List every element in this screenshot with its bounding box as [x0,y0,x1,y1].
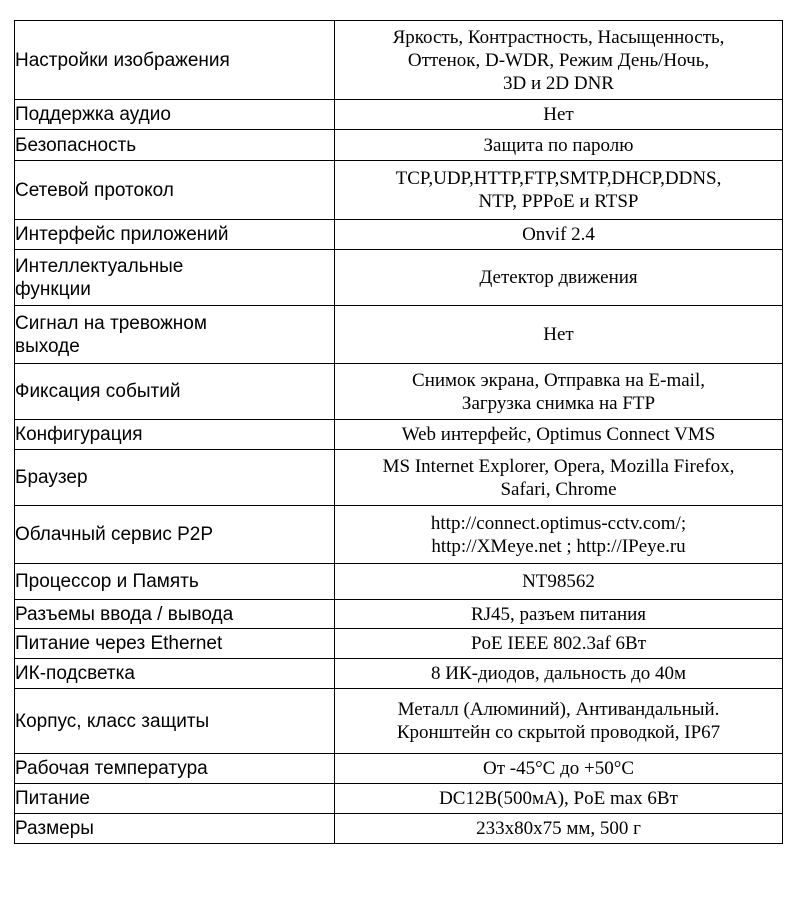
table-row [15,754,783,784]
table-row [15,600,783,629]
table-row [15,364,783,420]
spec-label: Сигнал на тревожном выходе [15,306,335,364]
spec-table [14,20,783,844]
spec-value: http://connect.optimus-cctv.com/; http://XMeye.net ; http://IPeye.ru [335,506,783,564]
table-row [15,689,783,754]
spec-label: Безопасность [15,130,335,161]
spec-value: Снимок экрана, Отправка на E-mail, Загрузка снимка на FTP [335,364,783,420]
spec-label: ИК-подсветка [15,659,335,689]
spec-value: 233х80х75 мм, 500 г [335,814,783,844]
spec-value: NT98562 [335,564,783,600]
spec-value: 8 ИК-диодов, дальность до 40м [335,659,783,689]
spec-label: Поддержка аудио [15,100,335,130]
spec-label: Интеллектуальные функции [15,250,335,306]
spec-value: Нет [335,306,783,364]
table-row [15,420,783,450]
spec-label: Питание через Ethernet [15,629,335,659]
table-row [15,450,783,506]
spec-value: Нет [335,100,783,130]
spec-label: Браузер [15,450,335,506]
spec-value: Защита по паролю [335,130,783,161]
spec-label: Облачный сервис P2P [15,506,335,564]
table-row [15,220,783,250]
table-row [15,130,783,161]
spec-label: Настройки изображения [15,21,335,100]
spec-value: DC12В(500мА), PoE max 6Вт [335,784,783,814]
table-row [15,250,783,306]
spec-label: Сетевой протокол [15,161,335,220]
spec-value: RJ45, разъем питания [335,600,783,629]
spec-value: От -45°C до +50°C [335,754,783,784]
table-row [15,21,783,100]
spec-label: Разъемы ввода / вывода [15,600,335,629]
table-row [15,506,783,564]
table-row [15,629,783,659]
spec-label: Питание [15,784,335,814]
spec-label: Рабочая температура [15,754,335,784]
spec-label: Корпус, класс защиты [15,689,335,754]
spec-label: Размеры [15,814,335,844]
table-row [15,659,783,689]
spec-value: TCP,UDP,HTTP,FTP,SMTP,DHCP,DDNS, NTP, PPPoE и RTSP [335,161,783,220]
spec-value: Детектор движения [335,250,783,306]
table-row [15,564,783,600]
table-row [15,100,783,130]
spec-table-body [15,21,783,844]
spec-label: Процессор и Память [15,564,335,600]
spec-value: Металл (Алюминий), Антивандальный. Кронштейн со скрытой проводкой, IP67 [335,689,783,754]
spec-label: Фиксация событий [15,364,335,420]
spec-value: PoE IEEE 802.3af 6Вт [335,629,783,659]
spec-label: Конфигурация [15,420,335,450]
spec-value: Onvif 2.4 [335,220,783,250]
table-row [15,161,783,220]
spec-value: Яркость, Контрастность, Насыщенность, Оттенок, D-WDR, Режим День/Ночь, 3D и 2D DNR [335,21,783,100]
table-row [15,814,783,844]
spec-value: MS Internet Explorer, Opera, Mozilla Firefox, Safari, Chrome [335,450,783,506]
spec-value: Web интерфейс, Optimus Connect VMS [335,420,783,450]
spec-label: Интерфейс приложений [15,220,335,250]
table-row [15,306,783,364]
table-row [15,784,783,814]
